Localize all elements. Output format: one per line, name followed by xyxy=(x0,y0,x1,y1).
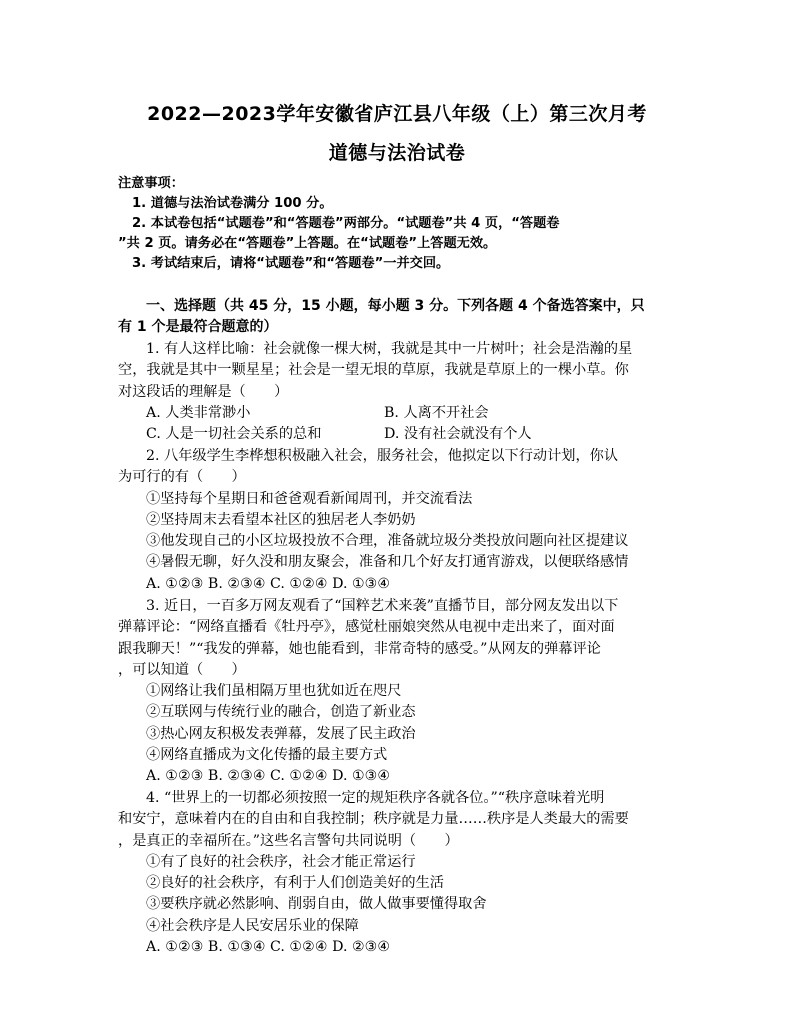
question-item: ④社会秩序是人民安居乐业的保障 xyxy=(146,917,359,934)
question-3 xyxy=(118,596,684,788)
question-item: ②互联网与传统行业的融合，创造了新业态 xyxy=(146,704,416,721)
question-item: ③要秩序就必然影响、削弱自由，做人做事要懂得取舍 xyxy=(146,896,487,913)
exam-title: 2022—2023学年安徽省庐江县八年级（上）第三次月考 xyxy=(147,103,647,125)
exam-subtitle: 道德与法治试卷 xyxy=(328,142,466,164)
question-1 xyxy=(118,339,684,445)
question-item: ④网络直播成为文化传播的最主要方式 xyxy=(146,747,388,764)
option-c: C. 人是一切社会关系的总和 xyxy=(146,426,322,443)
notice-heading: 注意事项： xyxy=(118,176,184,191)
question-stem: 2. 八年级学生李桦想积极融入社会，服务社会，他拟定以下行动计划，你认 xyxy=(146,448,619,464)
question-stem: ，是真正的幸福所在。”这些名言警句共同说明（ ） xyxy=(118,832,459,849)
question-item: ①网络让我们虽相隔万里也犹如近在咫尺 xyxy=(146,683,402,700)
question-stem: 为可行的有（ ） xyxy=(118,469,246,486)
answer-options: A. ①②③ B. ①③④ C. ①②④ D. ②③④ xyxy=(146,939,391,956)
option-d: D. 没有社会就没有个人 xyxy=(384,426,532,443)
question-stem: 弹幕评论：“网络直播看《牡丹亭》，感觉杜丽娘突然从电视中走出来了，面对面 xyxy=(118,619,615,636)
question-stem: 3. 近日，一百多万网友观看了“国粹艺术来袭”直播节目，部分网友发出以下 xyxy=(146,598,619,614)
question-item: ④暑假无聊，好久没和朋友聚会，准备和几个好友打通宵游戏，以便联络感情 xyxy=(146,554,629,571)
question-item: ③热心网友积极发表弹幕，发展了民主政治 xyxy=(146,725,416,742)
question-item: ②坚持周末去看望本社区的独居老人李奶奶 xyxy=(146,511,416,528)
question-stem: ，可以知道（ ） xyxy=(118,661,246,678)
notice-item: ”共 2 页。请务必在“答题卷”上答题。在“试题卷”上答题无效。 xyxy=(118,236,497,251)
section-heading xyxy=(118,296,678,338)
question-stem: 1. 有人这样比喻：社会就像一棵大树，我就是其中一片树叶；社会是浩瀚的星 xyxy=(146,341,633,357)
option-a: A. 人类非常渺小 xyxy=(146,404,251,421)
question-item: ①坚持每个星期日和爸爸观看新闻周刊，并交流看法 xyxy=(146,490,473,507)
notice-item: 2. 本试卷包括“试题卷”和“答题卷”两部分。“试题卷”共 4 页，“答题卷 xyxy=(132,216,560,231)
question-item: ②良好的社会秩序，有利于人们创造美好的生活 xyxy=(146,875,444,892)
notice-item: 1. 道德与法治试卷满分 100 分。 xyxy=(132,196,333,211)
question-item: ③他发现自己的小区垃圾投放不合理，准备就垃圾分类投放问题向社区提建议 xyxy=(146,533,629,550)
answer-options: A. ①②③ B. ②③④ C. ①②④ D. ①③④ xyxy=(146,575,391,592)
question-item: ①有了良好的社会秩序，社会才能正常运行 xyxy=(146,853,416,870)
question-stem: 4. “世界上的一切都必须按照一定的规矩秩序各就各位。”“秩序意味着光明 xyxy=(146,790,605,806)
notice-item: 3. 考试结束后，请将“试题卷”和“答题卷”一并交回。 xyxy=(132,256,450,271)
section-line: 有 1 个是最符合题意的） xyxy=(118,319,278,335)
question-stem: 对这段话的理解是（ ） xyxy=(118,383,289,400)
question-stem: 和安宁，意味着内在的自由和自我控制；秩序就是力量……秩序是人类最大的需要 xyxy=(118,811,629,828)
question-4 xyxy=(118,788,684,958)
question-2 xyxy=(118,446,684,595)
question-stem: 跟我聊天！”“我发的弹幕，她也能看到，非常奇特的感受。”从网友的弹幕评论 xyxy=(118,640,601,657)
notice-block xyxy=(118,174,678,274)
question-stem: 空，我就是其中一颗星星；社会是一望无垠的草原，我就是草原上的一棵小草。你 xyxy=(118,362,629,379)
section-line: 一、选择题（共 45 分，15 小题，每小题 3 分。下列各题 4 个备选答案中，只 xyxy=(146,298,645,314)
option-b: B. 人离不开社会 xyxy=(384,404,489,421)
answer-options: A. ①②③ B. ②③④ C. ①②④ D. ①③④ xyxy=(146,768,391,785)
